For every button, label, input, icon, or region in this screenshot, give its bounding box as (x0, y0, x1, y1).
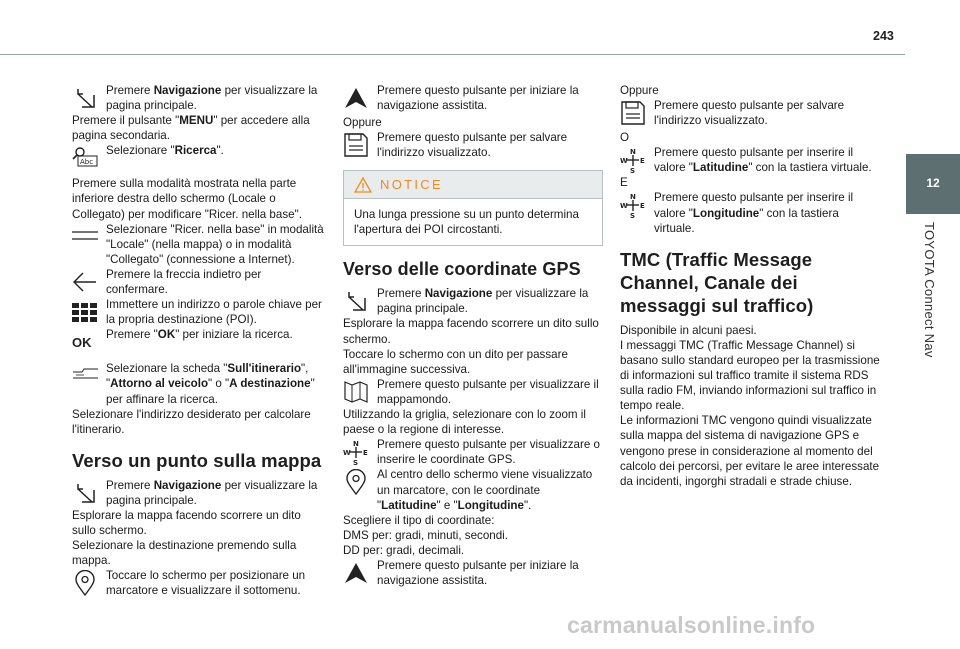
svg-text:E: E (640, 202, 645, 211)
tab-selector-icon (72, 363, 98, 389)
map-pin-icon (72, 570, 98, 596)
chapter-label (918, 222, 948, 372)
step-marker-coords: Al centro dello schermo viene visualizzato un marcatore, con le coordinate "Latitudine" e "Longitudine". (343, 467, 603, 512)
tmc-description: I messaggi TMC (Traffic Message Channel) si basano sullo standard europeo per la trasmissione di informazioni sul traffico tramite il sistema RDS sulla radio FM, inviando informazioni sul traffico in tempo reale. (620, 338, 880, 413)
svg-text:W: W (620, 202, 628, 211)
step-gps-coords: N W E S Premere questo pulsante per visualizzare o inserire le coordinate GPS. (343, 438, 600, 467)
step-keyboard: Immettere un indirizzo o parole chiave per la propria destinazione (POI). (72, 297, 326, 327)
step-ok: OK Premere "OK" per iniziare la ricerca. (72, 327, 326, 361)
svg-text:E: E (363, 449, 368, 458)
heading-tmc: TMC (Traffic Message Channel, Canale dei messaggi sul traffico) (620, 248, 814, 316)
back-arrow-icon (72, 269, 98, 295)
svg-text:E: E (640, 157, 645, 166)
svg-text:W: W (343, 449, 351, 458)
step-coord-type: Scegliere il tipo di coordinate: (343, 513, 495, 527)
svg-text:W: W (620, 157, 628, 166)
heading-gps: Verso delle coordinate GPS (343, 259, 581, 280)
or-label-o: O (620, 131, 630, 145)
save-icon (620, 100, 646, 126)
step-mode: Premere sulla modalità mostrata nella parte inferiore destra dello schermo (Locale o Collegato) per modificare "Ricer. nella base". (72, 177, 302, 221)
step-start-nav-2: Premere questo pulsante per iniziare la navigazione assistita. (343, 558, 603, 588)
map-pin-icon (343, 469, 369, 495)
navigation-arrow-icon (343, 288, 369, 314)
svg-text:N: N (630, 193, 636, 202)
step-next-image: Toccare lo schermo con un dito per passare all'immagine successiva. (343, 347, 568, 376)
search-text-icon (72, 145, 98, 171)
and-label: E (620, 176, 628, 190)
keyboard-grid-icon (72, 299, 98, 325)
step-save-address: Premere questo pulsante per salvare l'indirizzo visualizzato. (343, 130, 603, 162)
svg-text:OK: OK (72, 335, 92, 351)
step-navigation-3: Premere Navigazione per visualizzare la pagina principale. (343, 286, 603, 316)
notice-text: Una lunga pressione su un punto determina l'apertura dei POI circostanti. (354, 208, 579, 237)
step-explore: Esplorare la mappa facendo scorrere un dito sullo schermo. (72, 508, 301, 538)
warning-icon (354, 177, 372, 193)
column-2 (343, 83, 603, 588)
svg-text:Abc: Abc (80, 158, 94, 167)
step-latitude: N W E S Premere questo pulsante per inserire il valore "Latitudine" con la tastiera virtuale. (620, 146, 872, 175)
chapter-number: 12 (926, 176, 940, 191)
step-navigation: Premere Navigazione per visualizzare la pagina principale. (72, 83, 326, 113)
step-select-destination: Selezionare la destinazione premendo sulla mappa. (72, 539, 297, 568)
page-number: 243 (873, 29, 894, 43)
step-select-address: Selezionare l'indirizzo desiderato per calcolare l'itinerario. (72, 407, 311, 436)
svg-text:S: S (630, 167, 636, 174)
or-label: Oppure (620, 84, 659, 97)
step-dd: DD per: gradi, decimali. (343, 543, 465, 557)
step-menu: Premere il pulsante "MENU" per accedere alla pagina secondaria. (72, 114, 310, 143)
step-ricerca: Abc Selezionare "Ricerca". (72, 143, 326, 169)
svg-text:N: N (630, 148, 636, 157)
navigation-triangle-icon (343, 560, 369, 586)
chapter-tab (906, 154, 960, 214)
navigation-arrow-icon (72, 480, 98, 506)
navigation-arrow-icon (72, 85, 98, 111)
chapter-title: TOYOTA Connect Nav (922, 222, 938, 358)
input-field-icon (72, 224, 98, 250)
svg-text:S: S (353, 459, 359, 466)
tmc-availability: Disponibile in alcuni paesi. (620, 323, 757, 337)
notice-box (343, 170, 603, 246)
notice-title: NOTICE (380, 177, 443, 193)
compass-icon (343, 439, 369, 465)
heading-map-point: Verso un punto sulla mappa (72, 449, 322, 471)
watermark: carmanualsonline.info (567, 612, 816, 638)
navigation-triangle-icon (343, 85, 369, 111)
step-back-arrow: Premere la freccia indietro per confermare. (72, 267, 326, 297)
step-navigation-2: Premere Navigazione per visualizzare la pagina principale. (72, 478, 326, 508)
svg-text:S: S (630, 212, 636, 219)
step-tabs: Selezionare la scheda "Sull'itinerario", "Attorno al veicolo" o "A destinazione" per affinare la ricerca. (72, 361, 326, 406)
or-label: Oppure (343, 116, 382, 129)
compass-icon (620, 147, 646, 173)
step-zoom: Utilizzando la griglia, selezionare con lo zoom il paese o la regione di interesse. (343, 408, 586, 437)
column-1 (72, 83, 326, 599)
step-save-address-2: Premere questo pulsante per salvare l'indirizzo visualizzato. (620, 98, 880, 130)
compass-icon (620, 192, 646, 218)
tmc-usage: Le informazioni TMC vengono quindi visualizzate sulla mappa del sistema di navigazione GPS e vengono prese in considerazione al momento del calcolo dei percorsi, per evitare le aree interessate da incidenti, ingorghi stradali e strade chiuse. (620, 414, 880, 488)
save-icon (343, 132, 369, 158)
header-rule (0, 54, 905, 55)
notice-header (344, 171, 602, 199)
column-3 (620, 83, 880, 489)
step-marker: Toccare lo schermo per posizionare un marcatore e visualizzare il sottomenu. (72, 568, 326, 598)
svg-text:N: N (353, 440, 359, 449)
step-explore-2: Esplorare la mappa facendo scorrere un dito sullo schermo. (343, 317, 599, 346)
world-map-icon (343, 379, 369, 405)
step-start-nav: Premere questo pulsante per iniziare la navigazione assistita. (343, 83, 603, 115)
step-local-mode: Selezionare "Ricer. nella base" in modalità "Locale" (nella mappa) o in modalità "Collegato" (connessione a Internet). (72, 222, 326, 267)
step-dms: DMS per: gradi, minuti, secondi. (343, 528, 508, 542)
step-longitude: N W E S Premere questo pulsante per inserire il valore "Longitudine" con la tastiera virtuale. (620, 191, 854, 235)
step-world-map: Premere questo pulsante per visualizzare il mappamondo. (343, 377, 603, 407)
ok-icon (72, 329, 98, 355)
